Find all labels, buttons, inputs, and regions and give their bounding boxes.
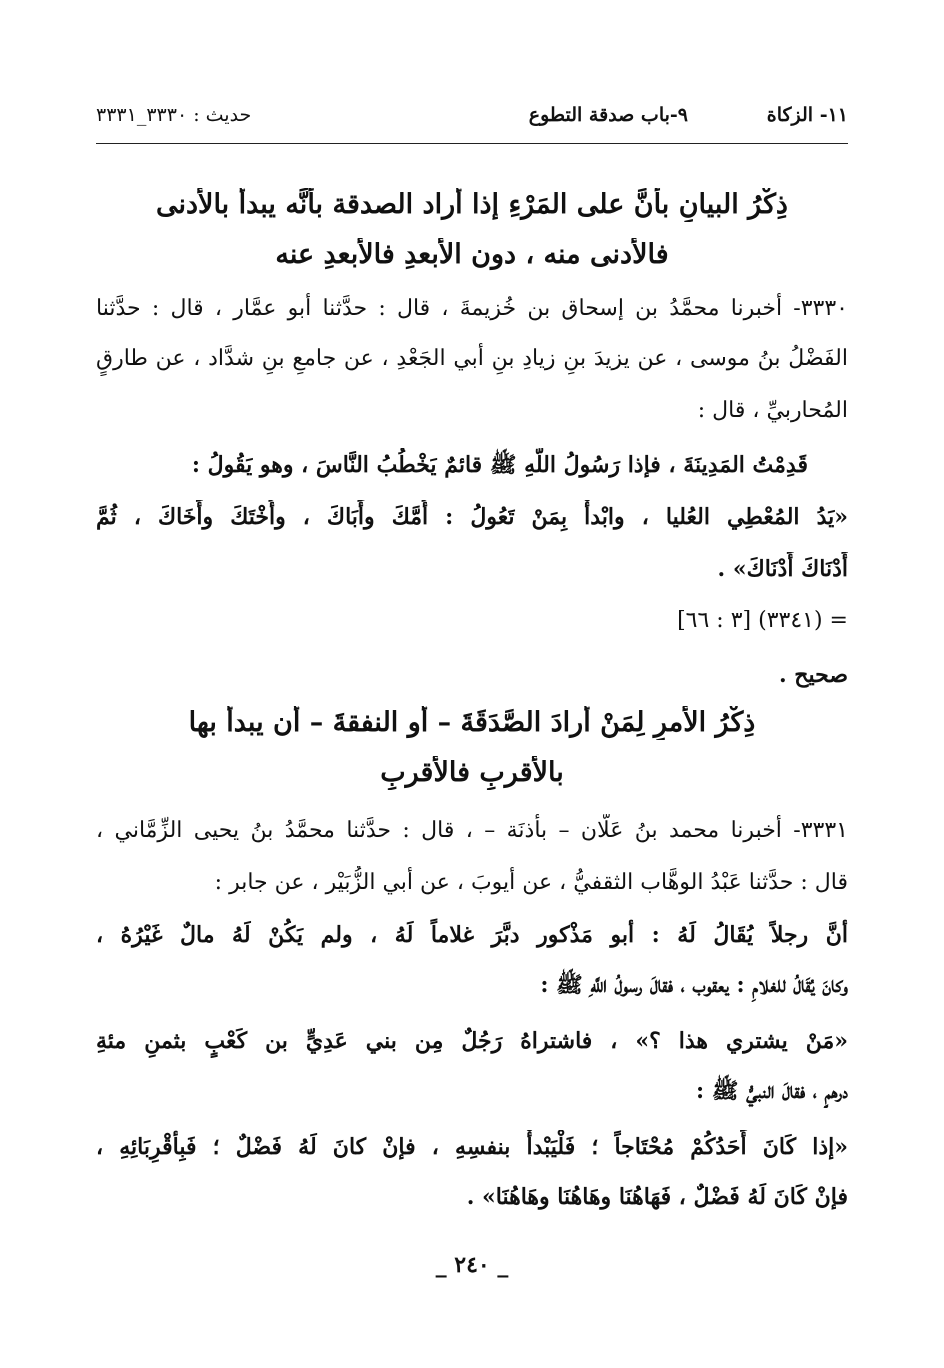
- heading-1-line-2: فالأدنى منه ، دون الأبعدِ فالأبعدِ عنه: [275, 239, 669, 270]
- heading-1-line-1: ذِكْرُ البيانِ بأنَّ على المَرْءِ إذا أراد الصدقة بأنَّه يبدأ بالأدنى: [156, 189, 788, 220]
- hadith-3330-isnad-line: ٣٣٣٠- أخبرنا محمَّدُ بن إسحاق بن خُزيمةَ ، قال : حدَّثنا أبو عمَّار ، قال : حدَّثنا: [96, 296, 848, 321]
- hadith-3331-matn-line: أنَّ رجلاً يُقَالُ لَهُ : أبو مَذْكور دبَّرَ غلاماً لَهُ ، ولم يَكُنْ لَهُ مالٌ غَيْرُهُ ،: [96, 922, 848, 948]
- hadith-3331-matn-line: «إذا كَانَ أَحَدُكُمْ مُحْتَاجاً ؛ فَلْيَبْدأْ بنفسِهِ ، فإنْ كانَ لَهُ فَضْلٌ ؛ فَبِأقْرِبَائِهِ ،: [96, 1134, 848, 1160]
- hadith-range: حديث : ٣٣٣٠_٣٣٣١: [96, 104, 252, 126]
- header-rule: [96, 143, 848, 144]
- heading-2-line-2: بالأقربِ فالأقربِ: [380, 757, 564, 788]
- running-header: [96, 104, 848, 140]
- hadith-3331-isnad-line: قال : حدَّثنا عَبْدُ الوهَّاب الثقفيُّ ، عن أيوبَ ، عن أبي الزُّبَيْر ، عن جابر :: [214, 870, 848, 895]
- page-number: _ ٢٤٠ _: [435, 1252, 509, 1278]
- section-title: ٩-باب صدقة التطوع: [528, 104, 688, 126]
- hadith-3330-isnad-line: المُحاربيِّ ، قال :: [697, 398, 848, 423]
- hadith-3331-matn-line: «مَنْ يشتري هذا ؟» ، فاشتراهُ رَجُلٌ مِن بني عَدِيٍّ بن كَعْبٍ بثمنِ مئةِ: [96, 1028, 848, 1054]
- cross-reference: = (٣٣٤١) [٣ : ٦٦]: [677, 608, 848, 633]
- hadith-3331-matn-line: وكانَ يُقَالُ للغلامِ : يعقوب ، فقالَ رسولُ اللَّهِ ﷺ :: [540, 972, 848, 998]
- chapter-title: ١١- الزكاة: [766, 104, 848, 126]
- hadith-3330-matn-line: أَدْنَاكَ أَدْنَاكَ» .: [717, 556, 848, 582]
- hadith-3330-matn-line: قَدِمْتُ المَدِينَةَ ، فإذا رَسُولُ اللَّهِ ﷺ قائمٌ يَخْطُبُ النَّاسَ ، وهو يَقُولُ :: [191, 452, 808, 478]
- hadith-3330-matn-line: «يَدُ المُعْطِي العُليا ، وابْدأْ بِمَنْ تَعُولُ : أُمَّكَ وأَبَاكَ ، وأُخْتَكَ وأَخَاكَ ، ثُمَّ: [96, 504, 848, 530]
- heading-2-line-1: ذِكْرُ الأمرِ لِمَنْ أرادَ الصَّدَقَةَ – أو النفقةَ – أن يبدأ بها: [188, 707, 756, 738]
- hadith-3331-isnad-line: ٣٣٣١- أخبرنا محمد بنُ عَلَّان – بأذنَة – ، قال : حدَّثنا محمَّدُ بنُ يحيى الزِّمَّاني ،: [96, 818, 848, 843]
- hadith-3330-isnad-line: الفَضْلُ بنُ موسى ، عن يزيدَ بنِ زيادِ بنِ أبي الجَعْدِ ، عن جامعِ بنِ شدَّاد ، عن طارقٍ: [96, 346, 848, 371]
- hadith-3331-matn-line: فإنْ كَانَ لَهُ فَضْلٌ ، فَهَاهُنَا وهَاهُنَا وهَاهُنَا» .: [466, 1184, 848, 1210]
- hadith-grade: صحيح .: [778, 662, 848, 688]
- hadith-3331-matn-line: درهمٍ ، فقالَ النبيُّ ﷺ :: [696, 1078, 848, 1104]
